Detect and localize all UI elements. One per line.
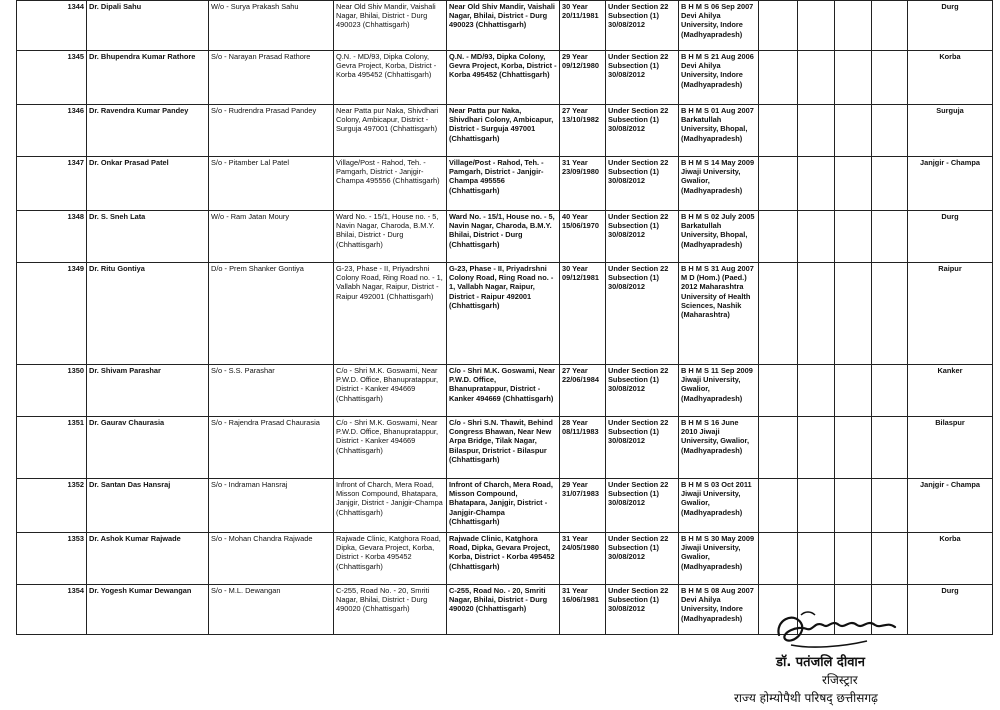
doctor-name-cell: Dr. Ritu Gontiya: [87, 263, 209, 365]
doctor-name-cell: Dr. Ravendra Kumar Pandey: [87, 105, 209, 157]
district-cell: Surguja: [908, 105, 993, 157]
doctor-name-cell: Dr. Shivam Parashar: [87, 365, 209, 417]
empty-cell: [835, 1, 872, 51]
registration-section-cell: Under Section 22 Subsection (1) 30/08/2012: [606, 263, 679, 365]
permanent-address-cell: Village/Post - Rahod, Teh. - Pamgarh, District - Janjgir-Champa 495556 (Chhattisgarh): [447, 157, 560, 211]
empty-cell: [759, 417, 798, 479]
address-cell: C/o - Shri M.K. Goswami, Near P.W.D. Office, Bhanupratappur, District - Kanker 494669 (Chhattisgarh): [334, 417, 447, 479]
relation-cell: S/o - Rajendra Prasad Chaurasia: [209, 417, 334, 479]
table-row: [17, 157, 993, 211]
address-cell: Ward No. - 15/1, House no. - 5, Navin Nagar, Charoda, B.M.Y. Bhilai, District - Durg (Chhattisgarh): [334, 211, 447, 263]
empty-cell: [798, 157, 835, 211]
empty-cell: [872, 365, 908, 417]
relation-cell: S/o - Narayan Prasad Rathore: [209, 51, 334, 105]
table-row: [17, 211, 993, 263]
age-dob-cell: 29 Year 09/12/1980: [560, 51, 606, 105]
empty-cell: [835, 365, 872, 417]
registration-section-cell: Under Section 22 Subsection (1) 30/08/2012: [606, 479, 679, 533]
signature-scribble-icon: [771, 605, 916, 653]
registration-section-cell: Under Section 22 Subsection (1) 30/08/2012: [606, 105, 679, 157]
empty-cell: [798, 1, 835, 51]
address-cell: Near Old Shiv Mandir, Vaishali Nagar, Bhilai, District - Durg 490023 (Chhattisgarh): [334, 1, 447, 51]
qualification-cell: B H M S 14 May 2009 Jiwaji University, Gwalior, (Madhyapradesh): [679, 157, 759, 211]
doctor-name-cell: Dr. S. Sneh Lata: [87, 211, 209, 263]
registrar-name: डॉ. पतंजलि दीवान: [776, 655, 866, 670]
empty-cell: [872, 479, 908, 533]
serial-number-cell: 1347: [17, 157, 87, 211]
doctor-name-cell: Dr. Onkar Prasad Patel: [87, 157, 209, 211]
council-name: राज्य होम्योपैथी परिषद् छत्तीसगढ़: [734, 691, 878, 705]
address-cell: G-23, Phase - II, Priyadrshni Colony Road, Ring Road no. - 1, Vallabh Nagar, Raipur, District - Raipur 492001 (Chhattisgarh): [334, 263, 447, 365]
permanent-address-cell: C/o - Shri M.K. Goswami, Near P.W.D. Office, Bhanupratappur, District - Kanker 494669 (Chhattisgarh): [447, 365, 560, 417]
qualification-cell: B H M S 01 Aug 2007 Barkatullah University, Bhopal, (Madhyapradesh): [679, 105, 759, 157]
permanent-address-cell: G-23, Phase - II, Priyadrshni Colony Road, Ring Road no. - 1, Vallabh Nagar, Raipur, District - Raipur 492001 (Chhattisgarh): [447, 263, 560, 365]
registration-table: [16, 0, 993, 635]
empty-cell: [835, 157, 872, 211]
serial-number-cell: 1350: [17, 365, 87, 417]
address-cell: C-255, Road No. - 20, Smriti Nagar, Bhilai, District - Durg 490020 (Chhattisgarh): [334, 585, 447, 635]
table-row: [17, 365, 993, 417]
registration-section-cell: Under Section 22 Subsection (1) 30/08/2012: [606, 585, 679, 635]
table-body: [17, 1, 993, 635]
age-dob-cell: 28 Year 08/11/1983: [560, 417, 606, 479]
age-dob-cell: 27 Year 22/06/1984: [560, 365, 606, 417]
doctor-name-cell: Dr. Bhupendra Kumar Rathore: [87, 51, 209, 105]
district-cell: Durg: [908, 1, 993, 51]
empty-cell: [798, 479, 835, 533]
empty-cell: [798, 533, 835, 585]
serial-number-cell: 1354: [17, 585, 87, 635]
permanent-address-cell: Q.N. - MD/93, Dipka Colony, Gevra Project, Korba, District - Korba 495452 (Chhattisgarh): [447, 51, 560, 105]
empty-cell: [798, 211, 835, 263]
address-cell: Village/Post - Rahod, Teh. - Pamgarh, District - Janjgir-Champa 495556 (Chhattisgarh): [334, 157, 447, 211]
serial-number-cell: 1349: [17, 263, 87, 365]
table-row: [17, 51, 993, 105]
empty-cell: [759, 479, 798, 533]
empty-cell: [798, 417, 835, 479]
relation-cell: S/o - M.L. Dewangan: [209, 585, 334, 635]
relation-cell: D/o - Prem Shanker Gontiya: [209, 263, 334, 365]
qualification-cell: B H M S 21 Aug 2006 Devi Ahilya University, Indore (Madhyapradesh): [679, 51, 759, 105]
district-cell: Korba: [908, 533, 993, 585]
district-cell: Janjgir - Champa: [908, 157, 993, 211]
relation-cell: S/o - S.S. Parashar: [209, 365, 334, 417]
registration-section-cell: Under Section 22 Subsection (1) 30/08/2012: [606, 211, 679, 263]
address-cell: Infront of Charch, Mera Road, Misson Compound, Bhatapara, Janjgir, District - Janjgir-Champa (Chhattisgarh): [334, 479, 447, 533]
empty-cell: [759, 157, 798, 211]
empty-cell: [835, 211, 872, 263]
age-dob-cell: 30 Year 09/12/1981: [560, 263, 606, 365]
age-dob-cell: 31 Year 24/05/1980: [560, 533, 606, 585]
doctor-name-cell: Dr. Gaurav Chaurasia: [87, 417, 209, 479]
permanent-address-cell: Rajwade Clinic, Katghora Road, Dipka, Gevara Project, Korba, District - Korba 495452 (Chhattisgarh): [447, 533, 560, 585]
qualification-cell: B H M S 11 Sep 2009 Jiwaji University, Gwalior, (Madhyapradesh): [679, 365, 759, 417]
district-cell: Korba: [908, 51, 993, 105]
empty-cell: [759, 211, 798, 263]
empty-cell: [759, 263, 798, 365]
qualification-cell: B H M S 30 May 2009 Jiwaji University, Gwalior, (Madhyapradesh): [679, 533, 759, 585]
serial-number-cell: 1344: [17, 1, 87, 51]
serial-number-cell: 1345: [17, 51, 87, 105]
permanent-address-cell: C/o - Shri S.N. Thawit, Behind Congress Bhawan, Near New Arpa Bridge, Tilak Nagar, Bilaspur, Dristrict - Bilaspur (Chhattisgarh): [447, 417, 560, 479]
registrar-signature-block: [726, 605, 996, 710]
empty-cell: [798, 105, 835, 157]
relation-cell: S/o - Rudrendra Prasad Pandey: [209, 105, 334, 157]
age-dob-cell: 27 Year 13/10/1982: [560, 105, 606, 157]
qualification-cell: B H M S 31 Aug 2007 M D (Hom.) (Paed.) 2012 Maharashtra University of Health Sciences, Nashik (Maharashtra): [679, 263, 759, 365]
empty-cell: [872, 51, 908, 105]
table-row: [17, 1, 993, 51]
table-row: [17, 479, 993, 533]
age-dob-cell: 40 Year 15/06/1970: [560, 211, 606, 263]
district-cell: Durg: [908, 211, 993, 263]
registration-section-cell: Under Section 22 Subsection (1) 30/08/2012: [606, 533, 679, 585]
table-row: [17, 263, 993, 365]
empty-cell: [835, 105, 872, 157]
relation-cell: S/o - Indraman Hansraj: [209, 479, 334, 533]
permanent-address-cell: Infront of Charch, Mera Road, Misson Compound, Bhatapara, Janjgir, District - Janjgir-Champa (Chhattisgarh): [447, 479, 560, 533]
age-dob-cell: 31 Year 16/06/1981: [560, 585, 606, 635]
table-row: [17, 533, 993, 585]
empty-cell: [759, 365, 798, 417]
empty-cell: [872, 417, 908, 479]
registration-section-cell: Under Section 22 Subsection (1) 30/08/2012: [606, 51, 679, 105]
registration-section-cell: Under Section 22 Subsection (1) 30/08/2012: [606, 365, 679, 417]
empty-cell: [759, 1, 798, 51]
empty-cell: [798, 263, 835, 365]
relation-cell: S/o - Pitamber Lal Patel: [209, 157, 334, 211]
qualification-cell: B H M S 03 Oct 2011 Jiwaji University, Gwalior, (Madhyapradesh): [679, 479, 759, 533]
serial-number-cell: 1348: [17, 211, 87, 263]
address-cell: C/o - Shri M.K. Goswami, Near P.W.D. Office, Bhanupratappur, District - Kanker 494669 (Chhattisgarh): [334, 365, 447, 417]
district-cell: Kanker: [908, 365, 993, 417]
district-cell: Bilaspur: [908, 417, 993, 479]
relation-cell: W/o - Ram Jatan Moury: [209, 211, 334, 263]
permanent-address-cell: C-255, Road No. - 20, Smriti Nagar, Bhilai, District - Durg 490020 (Chhattisgarh): [447, 585, 560, 635]
registration-section-cell: Under Section 22 Subsection (1) 30/08/2012: [606, 417, 679, 479]
doctor-name-cell: Dr. Dipali Sahu: [87, 1, 209, 51]
district-cell: Janjgir - Champa: [908, 479, 993, 533]
empty-cell: [872, 1, 908, 51]
qualification-cell: B H M S 06 Sep 2007 Devi Ahilya University, Indore (Madhyapradesh): [679, 1, 759, 51]
empty-cell: [835, 51, 872, 105]
registrar-title: रजिस्ट्रार: [822, 673, 858, 687]
age-dob-cell: 29 Year 31/07/1983: [560, 479, 606, 533]
permanent-address-cell: Near Old Shiv Mandir, Vaishali Nagar, Bhilai, District - Durg 490023 (Chhattisgarh): [447, 1, 560, 51]
empty-cell: [835, 533, 872, 585]
table-row: [17, 417, 993, 479]
qualification-cell: B H M S 08 Aug 2007 Devi Ahilya University, Indore (Madhyapradesh): [679, 585, 759, 635]
serial-number-cell: 1353: [17, 533, 87, 585]
relation-cell: W/o - Surya Prakash Sahu: [209, 1, 334, 51]
qualification-cell: B H M S 16 June 2010 Jiwaji University, Gwalior, (Madhyapradesh): [679, 417, 759, 479]
serial-number-cell: 1351: [17, 417, 87, 479]
empty-cell: [759, 51, 798, 105]
empty-cell: [798, 365, 835, 417]
address-cell: Rajwade Clinic, Katghora Road, Dipka, Gevara Project, Korba, District - Korba 495452 (Chhattisgarh): [334, 533, 447, 585]
registration-section-cell: Under Section 22 Subsection (1) 30/08/2012: [606, 1, 679, 51]
empty-cell: [872, 263, 908, 365]
registration-section-cell: Under Section 22 Subsection (1) 30/08/2012: [606, 157, 679, 211]
empty-cell: [835, 263, 872, 365]
age-dob-cell: 30 Year 20/11/1981: [560, 1, 606, 51]
permanent-address-cell: Ward No. - 15/1, House no. - 5, Navin Nagar, Charoda, B.M.Y. Bhilai, District - Durg (Chhattisgarh): [447, 211, 560, 263]
serial-number-cell: 1352: [17, 479, 87, 533]
age-dob-cell: 31 Year 23/09/1980: [560, 157, 606, 211]
qualification-cell: B H M S 02 July 2005 Barkatullah University, Bhopal, (Madhyapradesh): [679, 211, 759, 263]
empty-cell: [759, 105, 798, 157]
empty-cell: [872, 533, 908, 585]
empty-cell: [759, 533, 798, 585]
document-page: [6, 0, 996, 710]
address-cell: Q.N. - MD/93, Dipka Colony, Gevra Project, Korba, District - Korba 495452 (Chhattisgarh): [334, 51, 447, 105]
address-cell: Near Patta pur Naka, Shivdhari Colony, Ambicapur, District - Surguja 497001 (Chhattisgarh): [334, 105, 447, 157]
relation-cell: S/o - Mohan Chandra Rajwade: [209, 533, 334, 585]
empty-cell: [835, 479, 872, 533]
permanent-address-cell: Near Patta pur Naka, Shivdhari Colony, Ambicapur, District - Surguja 497001 (Chhattisgarh): [447, 105, 560, 157]
empty-cell: [835, 417, 872, 479]
doctor-name-cell: Dr. Santan Das Hansraj: [87, 479, 209, 533]
district-cell: Durg: [908, 585, 993, 635]
table-row: [17, 105, 993, 157]
empty-cell: [872, 211, 908, 263]
doctor-name-cell: Dr. Ashok Kumar Rajwade: [87, 533, 209, 585]
serial-number-cell: 1346: [17, 105, 87, 157]
empty-cell: [798, 51, 835, 105]
doctor-name-cell: Dr. Yogesh Kumar Dewangan: [87, 585, 209, 635]
empty-cell: [872, 105, 908, 157]
district-cell: Raipur: [908, 263, 993, 365]
empty-cell: [872, 157, 908, 211]
